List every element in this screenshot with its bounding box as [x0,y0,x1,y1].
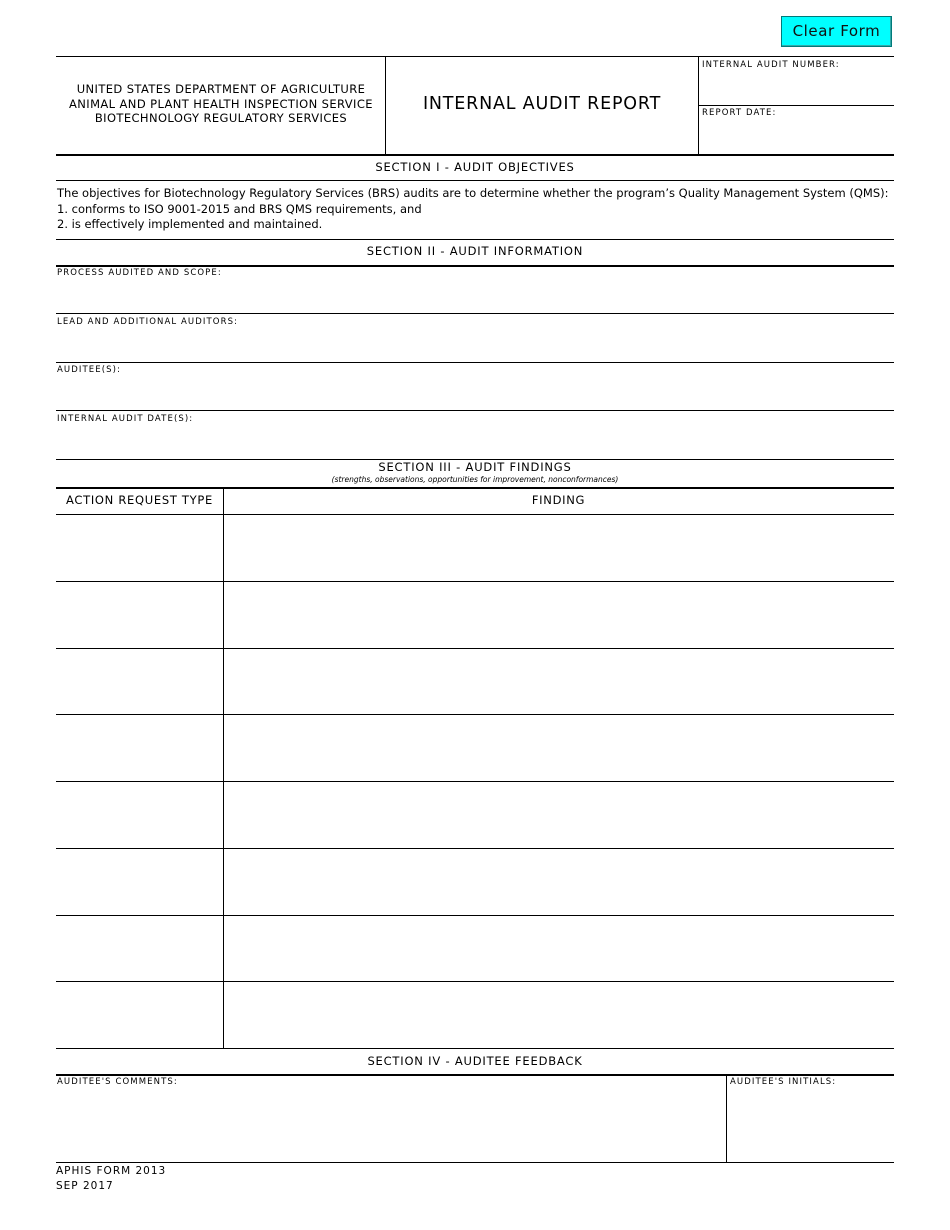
process-audited-field[interactable] [57,281,893,311]
finding-row-rule [56,648,894,649]
finding-field[interactable] [225,717,892,779]
auditors-label: LEAD AND ADDITIONAL AUDITORS: [57,317,239,327]
section2-title: SECTION II - AUDIT INFORMATION [366,244,584,258]
finding-row-rule [56,981,894,982]
audit-objectives-text [57,186,888,233]
finding-row-rule [56,781,894,782]
section1-title: SECTION I - AUDIT OBJECTIVES [375,160,575,174]
finding-row-rule [56,848,894,849]
section2-top-rule [56,239,894,240]
auditee-initials-label: AUDITEE'S INITIALS: [730,1077,837,1087]
section4-bottom-rule [56,1162,894,1163]
action-request-type-header: ACTION REQUEST TYPE [66,493,213,507]
auditees-field[interactable] [57,378,893,408]
action-request-type-field[interactable] [57,984,221,1046]
action-request-type-field[interactable] [57,584,221,646]
process-rule [56,313,894,314]
section3-title: SECTION III - AUDIT FINDINGS [378,460,572,474]
action-request-type-field[interactable] [57,651,221,713]
action-request-type-field[interactable] [57,717,221,779]
finding-row-rule [56,915,894,916]
auditees-label: AUDITEE(S): [57,365,122,375]
internal-audit-number-field[interactable] [700,72,892,102]
auditee-comments-field[interactable] [57,1090,724,1160]
auditors-field[interactable] [57,330,893,360]
internal-audit-number-label: INTERNAL AUDIT NUMBER: [702,60,840,70]
header-box-divider [698,105,894,106]
objectives-intro: The objectives for Biotechnology Regulatory Services (BRS) audits are to determine whether the program’s Quality Management System (QMS): [57,186,889,200]
audit-dates-field[interactable] [57,427,893,457]
section1-title-rule [56,180,894,181]
action-request-type-field[interactable] [57,918,221,980]
agency-line: UNITED STATES DEPARTMENT OF AGRICULTURE [76,82,366,96]
finding-header: FINDING [531,493,586,507]
section4-title-rule [56,1074,894,1076]
form-date: SEP 2017 [56,1180,114,1192]
finding-field[interactable] [225,517,892,579]
findings-header-rule [56,514,894,515]
auditors-rule [56,362,894,363]
section3-subtitle: (strengths, observations, opportunities for improvement, nonconformances) [331,475,619,484]
form-number: APHIS FORM 2013 [56,1165,167,1177]
audit-dates-label: INTERNAL AUDIT DATE(S): [57,414,194,424]
action-request-type-field[interactable] [57,851,221,913]
finding-row-rule [56,581,894,582]
section3-title-rule [56,487,894,489]
auditee-comments-label: AUDITEE'S COMMENTS: [57,1077,178,1087]
form-footer [56,1164,166,1194]
findings-column-divider [223,487,224,1048]
finding-field[interactable] [225,651,892,713]
finding-row-rule [56,714,894,715]
agency-line: ANIMAL AND PLANT HEALTH INSPECTION SERVICE [69,96,373,111]
finding-field[interactable] [225,984,892,1046]
process-audited-label: PROCESS AUDITED AND SCOPE: [57,268,222,278]
section1-top-rule [56,154,894,156]
action-request-type-field[interactable] [57,517,221,579]
auditees-rule [56,410,894,411]
finding-field[interactable] [225,784,892,846]
finding-field[interactable] [225,584,892,646]
report-date-field[interactable] [700,120,892,152]
objective-item-1: 1. conforms to ISO 9001-2015 and BRS QMS requirements, and [57,201,422,216]
finding-field[interactable] [225,851,892,913]
agency-line: BIOTECHNOLOGY REGULATORY SERVICES [94,111,348,125]
section2-title-rule [56,265,894,267]
clear-form-button[interactable]: Clear Form [781,16,892,47]
form-title: INTERNAL AUDIT REPORT [422,94,662,114]
section4-title: SECTION IV - AUDITEE FEEDBACK [367,1054,583,1068]
action-request-type-field[interactable] [57,784,221,846]
agency-name [56,82,386,126]
report-date-label: REPORT DATE: [702,108,777,118]
section4-top-rule [56,1048,894,1049]
objective-item-2: 2. is effectively implemented and maintained. [57,217,323,231]
section4-column-divider [726,1074,727,1163]
finding-field[interactable] [225,918,892,980]
header-top-rule [56,56,894,57]
auditee-initials-field[interactable] [729,1090,893,1160]
